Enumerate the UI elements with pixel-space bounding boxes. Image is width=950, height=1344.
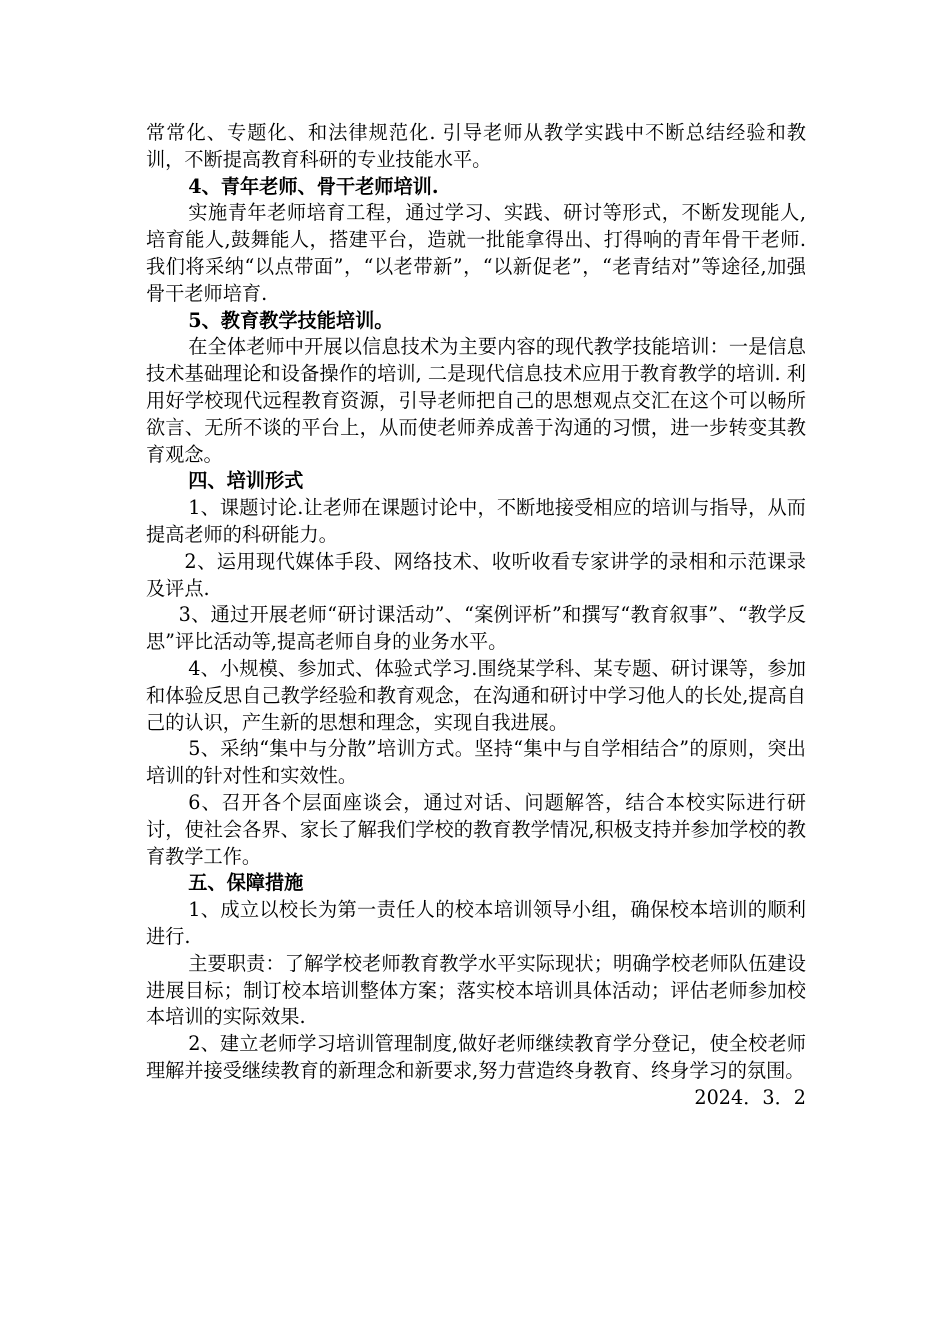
list-item-form-3: 3、通过开展老师“研讨课活动”、“案例评析”和撰写“教育叙事”、“教学反思”评比活动等,提高老师自身的业务水平。 <box>146 603 806 654</box>
document-body <box>146 120 806 1111</box>
paragraph-teaching-skills-training: 在全体老师中开展以信息技术为主要内容的现代教学技能培训：一是信息技术基础理论和设备操作的培训, 二是现代信息技术应用于教育教学的培训. 利用好学校现代远程教育资源，引导老师把自己的思想观点交汇在这个可以畅所欲言、无所不谈的平台上，从而使老师养成善于沟通的习惯，进一步转变其教育观念。 <box>146 335 806 466</box>
list-item-safeguard-2: 2、建立老师学习培训管理制度,做好老师继续教育学分登记，使全校老师理解并接受继续教育的新理念和新要求,努力营造终身教育、终身学习的氛围。 <box>146 1032 806 1082</box>
list-item-form-2: 2、运用现代媒体手段、网络技术、收听收看专家讲学的录相和示范课录及评点. <box>146 549 806 600</box>
paragraph-continuation: 常常化、专题化、和法律规范化. 引导老师从教学实践中不断总结经验和教训，不断提高教育科研的专业技能水平。 <box>146 121 806 171</box>
paragraph-main-duties: 主要职责：了解学校老师教育教学水平实际现状；明确学校老师队伍建设进展目标；制订校本培训整体方案；落实校本培训具体活动；评估老师参加校本培训的实际效果. <box>146 951 806 1029</box>
list-item-safeguard-1: 1、成立以校长为第一责任人的校本培训领导小组，确保校本培训的顺利进行. <box>146 898 806 948</box>
list-item-form-4: 4、小规模、参加式、体验式学习.围绕某学科、某专题、研讨课等，参加和体验反思自己教学经验和教育观念，在沟通和研讨中学习他人的长处,提高自己的认识，产生新的思想和理念，实现自我进展。 <box>146 656 806 734</box>
paragraph-youth-teacher-training: 实施青年老师培育工程，通过学习、实践、研讨等形式，不断发现能人,培育能人,鼓舞能人，搭建平台，造就一批能拿得出、打得响的青年骨干老师.我们将采纳“以点带面”，“以老带新”，“以新促老”，“老青结对”等途径,加强骨干老师培育. <box>146 201 806 305</box>
document-date: 2024．3．2 <box>694 1085 806 1109</box>
subheading-teaching-skills-training: 5、教育教学技能培训。 <box>188 308 394 332</box>
list-item-form-5: 5、采纳“集中与分散”培训方式。坚持“集中与自学相结合”的原则，突出培训的针对性和实效性。 <box>146 737 806 788</box>
section-heading-safeguards: 五、保障措施 <box>188 871 304 895</box>
subheading-youth-teacher-training: 4、青年老师、骨干老师培训. <box>188 174 439 198</box>
section-heading-training-forms: 四、培训形式 <box>188 469 304 493</box>
list-item-form-1: 1、课题讨论.让老师在课题讨论中，不断地接受相应的培训与指导，从而提高老师的科研能力。 <box>146 496 806 546</box>
list-item-form-6: 6、召开各个层面座谈会，通过对话、问题解答，结合本校实际进行研讨，使社会各界、家长了解我们学校的教育教学情况,积极支持并参加学校的教育教学工作。 <box>146 790 806 868</box>
